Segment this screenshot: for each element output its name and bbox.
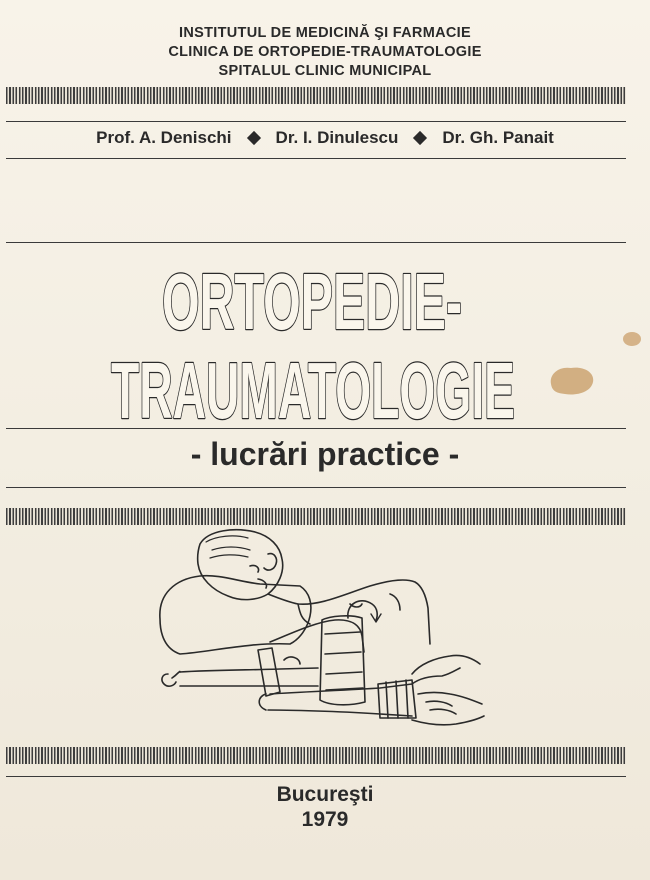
divider-rule: [6, 487, 626, 488]
institution-header: [0, 24, 650, 81]
author-3: Dr. Gh. Panait: [442, 128, 554, 147]
publication-year: 1979: [301, 808, 349, 831]
institution-line-1: INSTITUTUL DE MEDICINĂ ŞI FARMACIE: [179, 25, 471, 41]
divider-rule: [6, 242, 626, 243]
subtitle: - lucrări practice -: [190, 436, 460, 472]
diamond-separator-icon: [246, 131, 260, 145]
divider-rule: [6, 428, 626, 429]
hatched-band-top: [6, 87, 626, 104]
author-1: Prof. A. Denischi: [96, 128, 232, 147]
divider-rule: [6, 158, 626, 159]
shoulder-bandage-illustration: [150, 524, 490, 739]
publication-place: Bucureşti: [276, 783, 374, 806]
institution-line-2: CLINICA DE ORTOPEDIE-TRAUMATOLOGIE: [168, 44, 482, 60]
hatched-band-bottom: [6, 747, 626, 764]
book-title: [0, 245, 650, 425]
author-2: Dr. I. Dinulescu: [275, 128, 399, 147]
hatched-band-middle: [6, 508, 626, 525]
title-line-1: ORTOPEDIE-: [162, 257, 462, 346]
institution-line-3: SPITALUL CLINIC MUNICIPAL: [218, 63, 432, 79]
divider-rule: [6, 776, 626, 777]
title-line-2: TRAUMATOLOGIE: [111, 346, 515, 425]
author-list: [0, 128, 650, 148]
divider-rule: [6, 121, 626, 122]
diamond-separator-icon: [413, 131, 427, 145]
paper-stain: [545, 362, 600, 398]
paper-stain: [620, 330, 644, 348]
